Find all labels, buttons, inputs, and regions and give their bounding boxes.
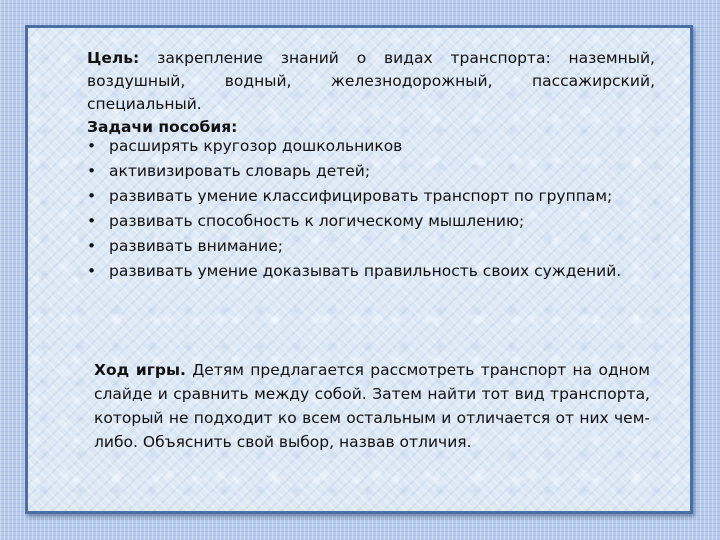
goal-label: Цель:	[87, 49, 140, 67]
bullet-icon: •	[87, 262, 97, 280]
list-item-text: развивать внимание;	[109, 237, 284, 255]
bullet-icon: •	[87, 137, 97, 155]
goal-text: закрепление знаний о видах транспорта: наземный, воздушный, водный, железнодорожный, пассажирский, специальный.	[87, 49, 655, 113]
game-label: Ход игры.	[94, 361, 186, 379]
bullet-icon: •	[87, 187, 97, 205]
list-item	[87, 135, 627, 157]
list-item-text: активизировать словарь детей;	[109, 162, 371, 180]
list-item-text: развивать умение доказывать правильность своих суждений.	[109, 262, 622, 280]
list-item-text: развивать умение классифицировать транспорт по группам;	[109, 187, 613, 205]
bullet-icon: •	[87, 212, 97, 230]
list-item-text: расширять кругозор дошкольников	[109, 137, 403, 155]
list-item	[87, 160, 627, 182]
bullet-icon: •	[87, 237, 97, 255]
list-item	[87, 185, 627, 207]
list-item	[87, 235, 627, 257]
goal-paragraph	[87, 47, 655, 116]
list-item-text: развивать способность к логическому мышлению;	[109, 212, 525, 230]
bullet-icon: •	[87, 162, 97, 180]
tasks-title: Задачи пособия:	[87, 118, 238, 136]
tasks-list	[87, 135, 627, 285]
game-text: Детям предлагается рассмотреть транспорт на одном слайде и сравнить между собой. Затем найти тот вид транспорта, который не подходит ко всем остальным и отличается от них чем-либо. Объяснить свой выбор, назвав отличия.	[94, 361, 650, 451]
list-item	[87, 260, 627, 282]
game-paragraph	[94, 358, 650, 454]
list-item	[87, 210, 627, 232]
